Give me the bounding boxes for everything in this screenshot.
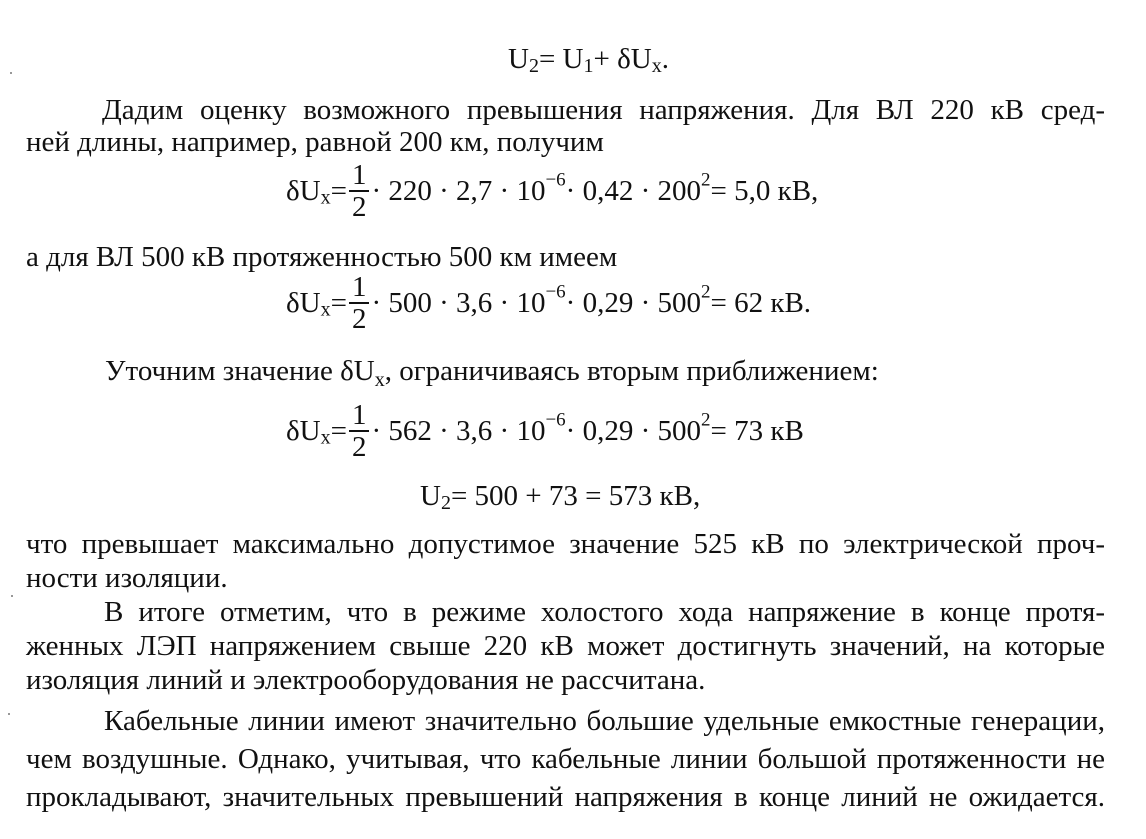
eq4-pre: δU — [286, 415, 321, 447]
eq2-body2: · 0,42 · 200 — [565, 175, 701, 207]
equation-delta-u-refined — [286, 400, 804, 462]
eq3-exp2: 2 — [701, 281, 711, 303]
eq5-rhs: = 500 + 73 = 573 кВ, — [450, 480, 701, 513]
fraction-denominator: 2 — [351, 303, 367, 335]
eq1-plus: + δU — [593, 43, 652, 76]
paragraph-line: что превышает максимально допустимое значение 525 кВ по электрической проч- — [26, 528, 1105, 560]
eq2-pre: δU — [286, 175, 321, 207]
scan-speck — [8, 713, 10, 715]
eq5-sub: 2 — [440, 492, 451, 514]
paragraph-line: прокладывают, значительных превышений напряжения в конце линий не ожидается. — [26, 781, 1105, 813]
eq2-sub: x — [320, 186, 331, 209]
paragraph-line — [105, 354, 879, 397]
fraction-numerator: 1 — [349, 272, 370, 304]
paragraph-line: ности изоляции. — [26, 562, 228, 594]
eq4-sub: x — [320, 426, 331, 449]
equation-u2-result — [420, 477, 700, 520]
eq4-eq: = — [330, 415, 347, 447]
scan-speck — [10, 72, 12, 74]
eq2-tail: = 5,0 кВ, — [710, 175, 819, 207]
paragraph-line: чем воздушные. Однако, учитывая, что кабельные линии большой протяженности не — [26, 743, 1105, 775]
eq1-lhs: U — [508, 43, 529, 76]
p3-text-a: Уточним значение δU — [105, 355, 375, 387]
p3-sub: x — [374, 369, 385, 391]
equation-delta-u-220 — [286, 160, 818, 222]
fraction-numerator: 1 — [349, 160, 370, 192]
eq1-lhs-sub: 2 — [528, 55, 539, 77]
eq3-exp1: −6 — [545, 281, 566, 303]
fraction-denominator: 2 — [351, 431, 367, 463]
eq3-tail: = 62 кВ. — [710, 287, 812, 319]
eq3-body2: · 0,29 · 500 — [565, 287, 701, 319]
paragraph-line: Кабельные линии имеют значительно большие удельные емкостные генерации, — [104, 705, 1105, 737]
eq3-body1: · 500 · 3,6 · 10 — [371, 287, 546, 319]
eq1-end: . — [661, 43, 669, 76]
eq4-exp1: −6 — [545, 409, 566, 431]
paragraph-line: а для ВЛ 500 кВ протяженностью 500 км имеем — [26, 241, 618, 273]
fraction-denominator: 2 — [351, 191, 367, 223]
eq4-tail: = 73 кВ — [710, 415, 804, 447]
eq3-eq: = — [330, 287, 347, 319]
eq2-exp2: 2 — [701, 169, 711, 191]
eq2-body1: · 220 · 2,7 · 10 — [371, 175, 546, 207]
eq2-eq: = — [330, 175, 347, 207]
eq3-sub: x — [320, 298, 331, 321]
equation-u2 — [508, 40, 669, 83]
eq3-pre: δU — [286, 287, 321, 319]
eq2-exp1: −6 — [545, 169, 566, 191]
paragraph-line: В итоге отметим, что в режиме холостого хода напряжение в конце протя- — [104, 596, 1105, 628]
fraction — [349, 400, 370, 462]
eq4-body1: · 562 · 3,6 · 10 — [371, 415, 546, 447]
equation-delta-u-500 — [286, 272, 811, 334]
paragraph-line: Дадим оценку возможного превышения напряжения. Для ВЛ 220 кВ сред- — [102, 94, 1105, 126]
paragraph-line: изоляция линий и электрооборудования не рассчитана. — [26, 664, 706, 696]
eq1-x-sub: x — [651, 55, 662, 77]
scan-speck — [11, 595, 13, 597]
fraction — [349, 272, 370, 334]
eq1-eq: = U — [538, 43, 584, 76]
eq4-body2: · 0,29 · 500 — [565, 415, 701, 447]
fraction-numerator: 1 — [349, 400, 370, 432]
eq1-u1-sub: 1 — [583, 55, 594, 77]
fraction — [349, 160, 370, 222]
eq4-exp2: 2 — [701, 409, 711, 431]
eq5-lhs: U — [420, 480, 441, 513]
paragraph-line: ней длины, например, равной 200 км, получим — [26, 126, 604, 158]
p3-text-b: , ограничиваясь вторым приближением: — [384, 355, 879, 387]
paragraph-line: женных ЛЭП напряжением свыше 220 кВ может достигнуть значений, на которые — [26, 630, 1105, 662]
